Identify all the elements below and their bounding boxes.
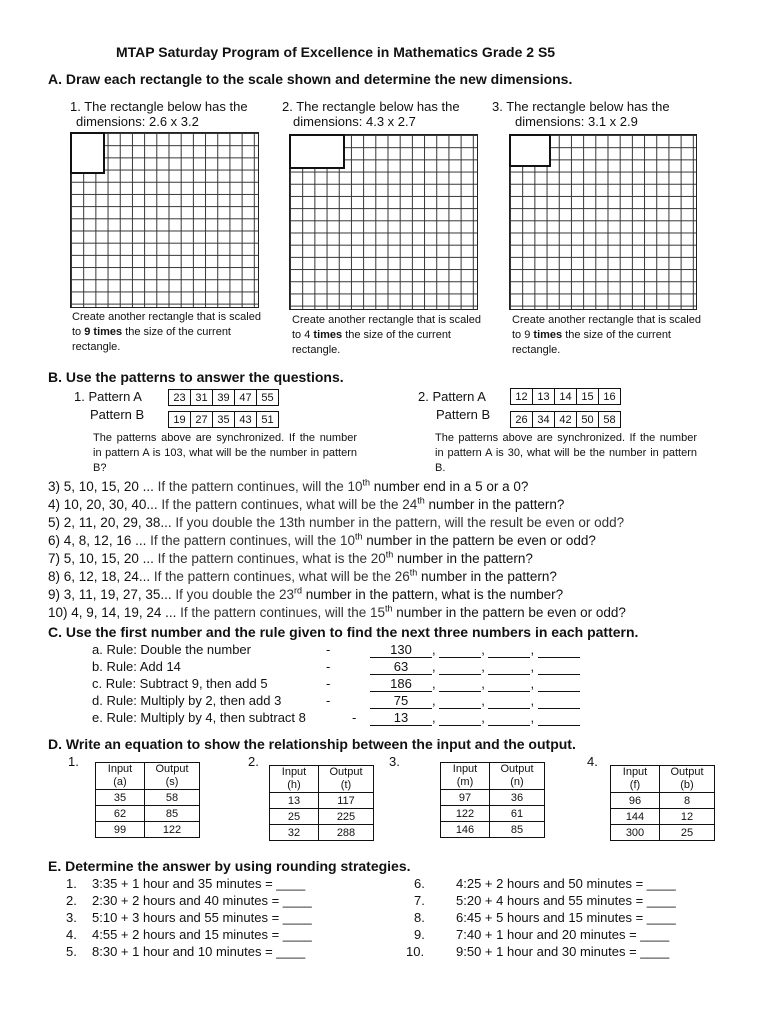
rule-dash: - (326, 642, 331, 657)
pattern-2b-table (510, 411, 621, 428)
question-text-end: number in the pattern? (417, 569, 557, 584)
question-text-end: number in the pattern be even or odd? (392, 605, 626, 620)
input-variable: (m) (456, 776, 474, 788)
input-output-table (269, 765, 374, 841)
output-value: 85 (490, 822, 545, 838)
instruction-a2: Create another rectangle that is scaled to 4 times the size of the current rectangle. (292, 314, 481, 356)
item-a2-line1: 2. The rectangle below has the (282, 99, 460, 114)
pattern-cell: 15 (577, 389, 599, 405)
pattern-question (48, 551, 533, 566)
question-number: 4) (48, 497, 61, 512)
question-number: 10) (48, 605, 68, 620)
grid-a3[interactable] (509, 134, 697, 310)
question-sequence: 4, 8, 12, 16 ... (63, 533, 147, 548)
answer-blank[interactable] (538, 676, 580, 692)
question-sequence: 2, 11, 20, 29, 38... (63, 515, 172, 530)
rule-label: a. Rule: Double the number (92, 642, 251, 657)
question-number: 6) (48, 533, 61, 548)
input-value: 300 (611, 825, 660, 841)
question-text-end: number in the pattern? (424, 497, 565, 512)
input-value: 25 (270, 809, 319, 825)
rounding-item: 5:10 + 3 hours and 55 minutes = ____ (92, 910, 312, 925)
output-value: 117 (319, 793, 374, 809)
pattern-cell: 35 (213, 412, 235, 428)
question-text: If you double the 13th number in the pattern, will the result be even or odd? (171, 515, 625, 530)
input-variable: (h) (287, 779, 301, 791)
table-number: 2. (248, 754, 259, 769)
rounding-item-number: 6. (414, 876, 425, 891)
pattern-question (48, 515, 624, 530)
section-d-heading: D. Write an equation to show the relationship between the input and the output. (48, 736, 576, 752)
output-value: 12 (660, 809, 715, 825)
scale-rectangle-a1 (70, 132, 105, 174)
answer-blank[interactable] (488, 693, 530, 709)
table-number: 4. (587, 754, 598, 769)
output-value: 61 (490, 806, 545, 822)
ordinal-suffix: th (385, 549, 394, 560)
pattern-1b-table (168, 411, 279, 428)
pattern-cell: 12 (511, 389, 533, 405)
question-sequence: 5, 10, 15, 20 ... (63, 479, 154, 494)
pattern-1-question: The patterns above are synchronized. If the number in pattern A is 103, what will be the number in pattern B? (93, 432, 357, 474)
pattern-cell: 43 (235, 412, 257, 428)
rounding-item-number: 10. (406, 944, 425, 959)
rule-dash: - (326, 693, 331, 708)
pattern-question (48, 605, 626, 620)
pattern-question (48, 587, 563, 602)
pattern-2-question: The patterns above are synchronized. If the number in pattern A is 30, what will be the number in pattern B. (435, 432, 697, 474)
question-sequence: 5, 10, 15, 20 ... (63, 551, 154, 566)
output-label: Output (329, 766, 363, 778)
ordinal-suffix: th (409, 567, 418, 578)
output-value: 25 (660, 825, 715, 841)
rule-label: e. Rule: Multiply by 4, then subtract 8 (92, 710, 306, 725)
rounding-item: 4:25 + 2 hours and 50 minutes = ____ (456, 876, 676, 891)
question-text-end: number in the pattern be even or odd? (362, 533, 596, 548)
pattern-cell: 27 (191, 412, 213, 428)
section-c-heading: C. Use the first number and the rule given to find the next three numbers in each pattern. (48, 624, 639, 640)
question-text: If you double the 23 (171, 587, 294, 602)
pattern-1a-label: 1. Pattern A (74, 389, 142, 404)
rounding-item-number: 3. (66, 910, 77, 925)
output-value: 85 (145, 806, 200, 822)
pattern-cell: 58 (599, 412, 621, 428)
rounding-item-number: 5. (66, 944, 77, 959)
item-a3-line2: dimensions: 3.1 x 2.9 (515, 114, 638, 129)
rounding-item: 4:55 + 2 hours and 15 minutes = ____ (92, 927, 312, 942)
answer-blank[interactable] (488, 642, 530, 658)
output-label: Output (155, 763, 189, 775)
scale-rectangle-a2 (289, 134, 345, 169)
rule-answer-row: 130 , , , (370, 642, 580, 658)
input-value: 32 (270, 825, 319, 841)
question-text-end: number end in a 5 or a 0? (370, 479, 529, 494)
pattern-cell: 14 (555, 389, 577, 405)
rounding-item: 8:30 + 1 hour and 10 minutes = ____ (92, 944, 306, 959)
grid-a2[interactable] (289, 134, 478, 310)
rule-dash: - (326, 676, 331, 691)
input-label: Input (452, 763, 478, 775)
section-e-heading: E. Determine the answer by using rounding strategies. (48, 858, 411, 874)
input-value: 97 (441, 790, 490, 806)
pattern-2a-label: 2. Pattern A (418, 389, 486, 404)
pattern-question (48, 533, 596, 548)
rounding-item: 3:35 + 1 hour and 35 minutes = ____ (92, 876, 306, 891)
output-value: 288 (319, 825, 374, 841)
rounding-item-number: 7. (414, 893, 425, 908)
output-header (490, 763, 545, 790)
answer-blank[interactable] (439, 693, 481, 709)
input-output-table (440, 762, 545, 838)
question-number: 7) (48, 551, 61, 566)
output-label: Output (670, 766, 704, 778)
input-output-table (95, 762, 200, 838)
answer-blank[interactable] (538, 659, 580, 675)
input-header (270, 766, 319, 793)
output-variable: (s) (165, 776, 179, 788)
pattern-cell: 34 (533, 412, 555, 428)
pattern-2b-label: Pattern B (436, 407, 491, 422)
question-sequence: 10, 20, 30, 40... (63, 497, 158, 512)
output-value: 36 (490, 790, 545, 806)
rounding-item-number: 1. (66, 876, 77, 891)
input-value: 146 (441, 822, 490, 838)
answer-blank[interactable] (439, 659, 481, 675)
pattern-cell: 19 (169, 412, 191, 428)
input-label: Input (622, 766, 648, 778)
question-number: 5) (48, 515, 61, 530)
section-b-heading: B. Use the patterns to answer the questions. (48, 369, 344, 385)
ordinal-suffix: th (362, 477, 370, 488)
input-value: 13 (270, 793, 319, 809)
ordinal-suffix: th (354, 531, 363, 542)
ordinal-suffix: rd (293, 585, 302, 596)
input-value: 62 (96, 806, 145, 822)
question-number: 3) (48, 479, 61, 494)
pattern-cell: 26 (511, 412, 533, 428)
rounding-item: 2:30 + 2 hours and 40 minutes = ____ (92, 893, 312, 908)
question-text: If the pattern continues, will the 10 (146, 533, 355, 548)
pattern-question (48, 479, 528, 494)
pattern-question (48, 497, 564, 512)
input-variable: (a) (113, 776, 127, 788)
rule-label: b. Rule: Add 14 (92, 659, 181, 674)
rounding-item-number: 8. (414, 910, 425, 925)
output-value: 58 (145, 790, 200, 806)
pattern-1b-label: Pattern B (90, 407, 145, 422)
input-header (96, 763, 145, 790)
question-number: 8) (48, 569, 61, 584)
answer-blank[interactable] (538, 693, 580, 709)
ordinal-suffix: th (417, 495, 425, 506)
pattern-cell: 47 (235, 390, 257, 406)
question-text: If the pattern continues, what will be the 26 (150, 569, 410, 584)
table-number: 1. (68, 754, 79, 769)
output-variable: (n) (510, 776, 524, 788)
start-number: 186 (370, 676, 432, 692)
question-text: If the pattern continues, will the 15 (176, 605, 385, 620)
pattern-cell: 55 (257, 390, 279, 406)
output-value: 122 (145, 822, 200, 838)
rule-dash: - (352, 710, 357, 725)
pattern-cell: 13 (533, 389, 555, 405)
rule-answer-row: 63 , , , (370, 659, 580, 675)
question-text-end: number in the pattern? (393, 551, 533, 566)
table-number: 3. (389, 754, 400, 769)
page-title: MTAP Saturday Program of Excellence in Mathematics Grade 2 S5 (116, 44, 556, 60)
answer-blank[interactable] (538, 710, 580, 726)
scale-rectangle-a3 (509, 134, 551, 167)
question-text-end: number in the pattern, what is the number? (301, 587, 564, 602)
question-sequence: 6, 12, 18, 24... (63, 569, 151, 584)
rounding-item: 5:20 + 4 hours and 55 minutes = ____ (456, 893, 676, 908)
output-variable: (t) (340, 779, 352, 791)
start-number: 75 (370, 693, 432, 709)
answer-blank[interactable] (439, 710, 481, 726)
pattern-1a-table (168, 389, 279, 406)
rounding-item-number: 4. (66, 927, 77, 942)
question-number: 9) (48, 587, 61, 602)
question-text: If the pattern continues, will the 10 (153, 479, 363, 494)
input-header (441, 763, 490, 790)
rounding-item-number: 9. (414, 927, 425, 942)
question-text: If the pattern continues, what will be the 24 (157, 497, 418, 512)
output-header (319, 766, 374, 793)
input-value: 35 (96, 790, 145, 806)
input-value: 122 (441, 806, 490, 822)
rule-answer-row: 13 , , , (370, 710, 580, 726)
rule-answer-row: 186 , , , (370, 676, 580, 692)
input-variable: (f) (629, 779, 641, 791)
output-header (145, 763, 200, 790)
input-label: Input (281, 766, 307, 778)
pattern-cell: 51 (257, 412, 279, 428)
rounding-item: 7:40 + 1 hour and 20 minutes = ____ (456, 927, 670, 942)
pattern-cell: 39 (213, 390, 235, 406)
pattern-cell: 16 (599, 389, 621, 405)
rounding-item: 6:45 + 5 hours and 15 minutes = ____ (456, 910, 676, 925)
output-header (660, 766, 715, 793)
output-variable: (b) (680, 779, 694, 791)
item-a1-line2: dimensions: 2.6 x 3.2 (76, 114, 199, 129)
item-a2-line2: dimensions: 4.3 x 2.7 (293, 114, 416, 129)
output-value: 225 (319, 809, 374, 825)
start-number: 130 (370, 642, 432, 658)
answer-blank[interactable] (439, 642, 481, 658)
rule-label: c. Rule: Subtract 9, then add 5 (92, 676, 268, 691)
input-output-table (610, 765, 715, 841)
section-a-heading: A. Draw each rectangle to the scale shown and determine the new dimensions. (48, 71, 573, 87)
input-value: 144 (611, 809, 660, 825)
question-text: If the pattern continues, what is the 20 (153, 551, 386, 566)
input-value: 96 (611, 793, 660, 809)
item-a3-line1: 3. The rectangle below has the (492, 99, 670, 114)
rule-label: d. Rule: Multiply by 2, then add 3 (92, 693, 282, 708)
pattern-cell: 23 (169, 390, 191, 406)
question-sequence: 3, 11, 19, 27, 35... (63, 587, 172, 602)
answer-blank[interactable] (488, 710, 530, 726)
input-header (611, 766, 660, 793)
start-number: 13 (370, 710, 432, 726)
answer-blank[interactable] (488, 659, 530, 675)
answer-blank[interactable] (488, 676, 530, 692)
pattern-cell: 50 (577, 412, 599, 428)
question-sequence: 4, 9, 14, 19, 24 ... (71, 605, 177, 620)
rule-dash: - (326, 659, 331, 674)
pattern-2a-table (510, 388, 621, 405)
pattern-question (48, 569, 557, 584)
grid-a1[interactable] (70, 132, 259, 308)
pattern-cell: 42 (555, 412, 577, 428)
instruction-a3: Create another rectangle that is scaled to 9 times the size of the current rectangle. (512, 314, 701, 356)
output-value: 8 (660, 793, 715, 809)
output-label: Output (500, 763, 534, 775)
answer-blank[interactable] (439, 676, 481, 692)
ordinal-suffix: th (384, 603, 393, 614)
rounding-item-number: 2. (66, 893, 77, 908)
rule-answer-row: 75 , , , (370, 693, 580, 709)
start-number: 63 (370, 659, 432, 675)
rounding-item: 9:50 + 1 hour and 30 minutes = ____ (456, 944, 670, 959)
answer-blank[interactable] (538, 642, 580, 658)
input-value: 99 (96, 822, 145, 838)
item-a1-line1: 1. The rectangle below has the (70, 99, 248, 114)
input-label: Input (107, 763, 133, 775)
pattern-cell: 31 (191, 390, 213, 406)
instruction-a1: Create another rectangle that is scaled to 9 times the size of the current rectangle. (72, 311, 261, 353)
